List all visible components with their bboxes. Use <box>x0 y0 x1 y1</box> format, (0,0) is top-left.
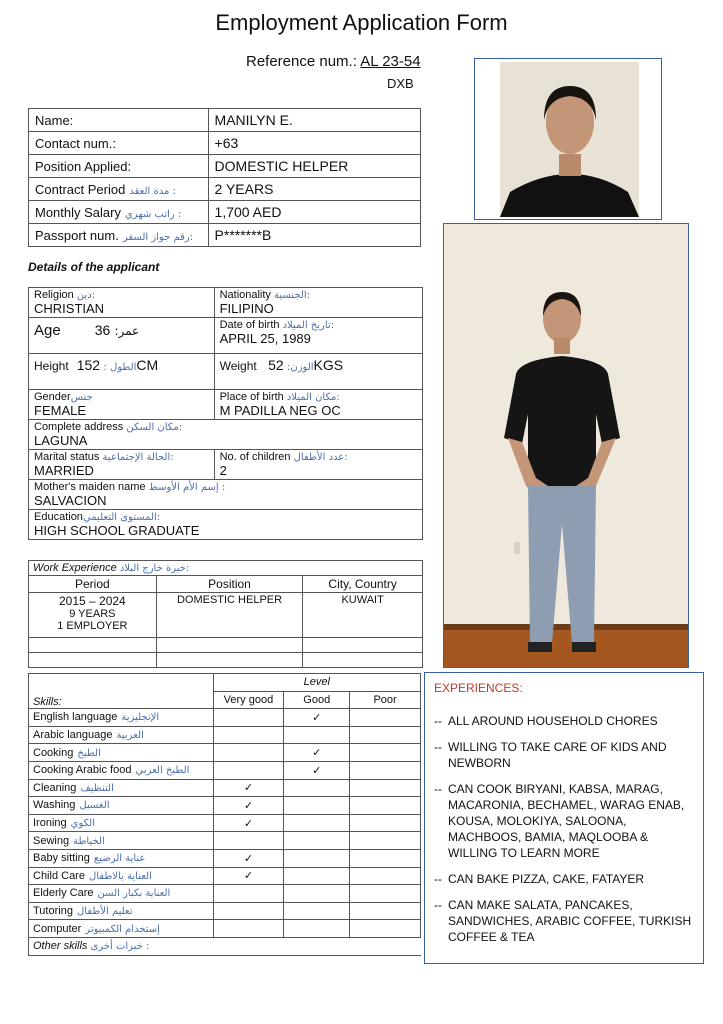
work-header-position: Position <box>156 576 303 593</box>
experiences-heading: EXPERIENCES: <box>434 681 523 695</box>
work-title: Work Experience <box>33 562 117 574</box>
skill-row <box>29 867 421 885</box>
skill-name: Sewing الخياطة <box>29 832 214 850</box>
skill-level-cell <box>350 709 421 727</box>
skill-level-cell <box>213 726 284 744</box>
work-experience-table: Work Experience خبرة خارج البلاد: Period Position City, Country 2015 – 2024 9 YEARS 1 EMPLOYER DOMESTIC HELPER KUWAIT <box>28 560 423 668</box>
skill-level-cell <box>350 849 421 867</box>
skill-level-cell <box>350 726 421 744</box>
info-value: MANILYN E. <box>208 109 420 132</box>
standing-figure-icon <box>444 224 689 668</box>
skill-level-cell <box>213 832 284 850</box>
address-value: LAGUNA <box>34 433 88 448</box>
age-cell: Age عمر: 36 <box>29 318 215 354</box>
table-row <box>29 224 421 247</box>
branch-code: DXB <box>387 76 414 91</box>
skill-name: Cooking Arabic food الطبخ العربي <box>29 761 214 779</box>
skill-level-cell <box>213 797 284 815</box>
skill-level-cell <box>213 920 284 938</box>
skill-level-cell <box>284 709 350 727</box>
list-item <box>434 781 694 861</box>
check-icon: ✓ <box>312 764 322 777</box>
skill-level-cell <box>284 779 350 797</box>
dob-cell: Date of birth تاريخ الميلاد: APRIL 25, 1989 <box>214 318 422 354</box>
mother-value: SALVACION <box>34 493 107 508</box>
children-value: 2 <box>219 463 227 478</box>
work-period: 2015 – 2024 9 YEARS 1 EMPLOYER <box>29 593 157 638</box>
skill-name: Child Care العناية بالاطفال <box>29 867 214 885</box>
table-row <box>29 155 421 178</box>
info-label: Passport num. رقم جواز السفر: <box>29 224 209 247</box>
skill-level-cell <box>284 867 350 885</box>
skill-name: Cleaning التنظيف <box>29 779 214 797</box>
skill-level-cell <box>284 920 350 938</box>
dob-value: APRIL 25, 1989 <box>219 331 311 346</box>
gender-value: FEMALE <box>34 403 87 418</box>
check-icon: ✓ <box>312 711 322 724</box>
work-location: KUWAIT <box>303 593 423 638</box>
age-value: 36 <box>94 322 111 338</box>
details-title: Details of the applicant <box>28 260 160 274</box>
work-position: DOMESTIC HELPER <box>156 593 303 638</box>
skill-row <box>29 779 421 797</box>
portrait-figure-icon <box>500 62 639 217</box>
skill-name: English language الإنجليزية <box>29 709 214 727</box>
skill-level-cell <box>284 744 350 762</box>
skill-level-cell <box>213 867 284 885</box>
check-icon: ✓ <box>243 782 254 795</box>
religion-cell: Religion دين: CHRISTIAN <box>29 288 215 318</box>
level-very-good: Very good <box>213 691 284 709</box>
skill-name: Baby sitting عناية الرضيع <box>29 849 214 867</box>
skill-level-cell <box>350 832 421 850</box>
skill-name: Elderly Care العناية بكبار السن <box>29 885 214 903</box>
experiences-box <box>424 672 704 964</box>
list-item <box>434 713 694 729</box>
skill-row <box>29 832 421 850</box>
other-skills-row: Other skills خبرات أخرى : <box>29 937 421 955</box>
experience-text: WILLING TO TAKE CARE OF KIDS AND NEWBORN <box>448 740 667 770</box>
skill-level-cell <box>284 902 350 920</box>
list-item <box>434 871 694 887</box>
marital-value: MARRIED <box>34 463 94 478</box>
skill-level-cell <box>350 779 421 797</box>
level-poor: Poor <box>350 691 421 709</box>
skill-row <box>29 761 421 779</box>
skill-level-cell <box>350 920 421 938</box>
work-header-location: City, Country <box>303 576 423 593</box>
skill-name: Arabic language العربية <box>29 726 214 744</box>
table-row <box>29 593 423 638</box>
skill-level-cell <box>213 814 284 832</box>
skill-name: Ironing الكوي <box>29 814 214 832</box>
skill-level-cell <box>284 797 350 815</box>
dash-bullet: -- <box>434 872 442 886</box>
applicant-info-table <box>28 108 421 247</box>
skill-level-cell <box>284 726 350 744</box>
dash-bullet: -- <box>434 782 442 796</box>
details-table <box>28 287 423 540</box>
info-label: Monthly Salary راتب شهري : <box>29 201 209 224</box>
reference-value: AL 23-54 <box>360 53 421 70</box>
skill-level-cell <box>213 709 284 727</box>
level-good: Good <box>284 691 350 709</box>
page-title: Employment Application Form <box>215 10 508 35</box>
dash-bullet: -- <box>434 714 442 728</box>
skill-level-cell <box>213 744 284 762</box>
education-value: HIGH SCHOOL GRADUATE <box>34 523 200 538</box>
check-icon: ✓ <box>243 852 254 865</box>
reference-number <box>246 53 421 70</box>
skills-label: Skills: <box>33 696 62 709</box>
full-body-photo <box>443 223 689 668</box>
skill-level-cell <box>213 902 284 920</box>
check-icon: ✓ <box>243 799 254 812</box>
nationality-value: FILIPINO <box>219 301 274 316</box>
experience-text: CAN MAKE SALATA, PANCAKES, SANDWICHES, ARABIC COFFEE, TURKISH COFFEE & TEA <box>448 898 692 944</box>
skill-row <box>29 814 421 832</box>
level-label: Level <box>303 676 330 689</box>
pob-value: M PADILLA NEG OC <box>219 403 341 418</box>
education-cell: Educationالمستوى التعليمي: HIGH SCHOOL GRADUATE <box>29 510 423 540</box>
table-row <box>29 201 421 224</box>
table-row <box>29 178 421 201</box>
mother-cell: Mother's maiden name إسم الأم الأوسط : SALVACION <box>29 480 423 510</box>
skill-name: Computer إستخدام الكمبيوتر <box>29 920 214 938</box>
other-skills-label: Other skills <box>33 940 88 953</box>
address-cell: Complete address مكان السكن: LAGUNA <box>29 420 423 450</box>
skill-level-cell <box>350 744 421 762</box>
weight-value: 52KGS <box>268 357 344 373</box>
skill-row <box>29 885 421 903</box>
table-row <box>29 109 421 132</box>
skill-level-cell <box>213 779 284 797</box>
skill-name: Tutoring تعليم الأطفال <box>29 902 214 920</box>
check-icon: ✓ <box>243 817 254 830</box>
skill-row <box>29 709 421 727</box>
skill-level-cell <box>350 814 421 832</box>
list-item <box>434 897 694 945</box>
experience-text: ALL AROUND HOUSEHOLD CHORES <box>448 714 658 728</box>
skill-level-cell <box>284 849 350 867</box>
skill-level-cell <box>284 885 350 903</box>
skill-row <box>29 726 421 744</box>
work-header-period: Period <box>29 576 157 593</box>
skill-row <box>29 849 421 867</box>
check-icon: ✓ <box>312 747 322 760</box>
height-cell: Height الطول : 152CM <box>29 354 215 390</box>
dash-bullet: -- <box>434 898 442 912</box>
info-value: +63 <box>208 132 420 155</box>
marital-cell: Marital status الحالة الإجتماعية: MARRIED <box>29 450 215 480</box>
skill-level-cell <box>284 761 350 779</box>
skill-level-cell <box>213 849 284 867</box>
skill-row <box>29 920 421 938</box>
skill-level-cell <box>213 885 284 903</box>
skill-level-cell <box>350 867 421 885</box>
skill-name: Cooking الطبخ <box>29 744 214 762</box>
skill-level-cell <box>350 797 421 815</box>
skill-name: Washing الغسيل <box>29 797 214 815</box>
height-value: 152CM <box>76 357 159 373</box>
skill-row <box>29 902 421 920</box>
skill-level-cell <box>284 814 350 832</box>
children-cell: No. of children عدد الأطفال: 2 <box>214 450 422 480</box>
skill-level-cell <box>350 902 421 920</box>
info-value: P*******B <box>208 224 420 247</box>
reference-label: Reference num.: <box>246 53 357 70</box>
skill-row <box>29 797 421 815</box>
portrait-photo <box>474 58 662 220</box>
nationality-cell: Nationality الجنسية: FILIPINO <box>214 288 422 318</box>
skill-level-cell <box>284 832 350 850</box>
weight-cell: Weight الوزن: 52KGS <box>214 354 422 390</box>
skill-level-cell <box>350 761 421 779</box>
skills-table <box>28 673 421 956</box>
experience-text: CAN BAKE PIZZA, CAKE, FATAYER <box>448 872 645 886</box>
info-value: 2 YEARS <box>208 178 420 201</box>
info-value: 1,700 AED <box>208 201 420 224</box>
list-item <box>434 739 694 771</box>
info-label: Contact num.: <box>29 132 209 155</box>
info-value: DOMESTIC HELPER <box>208 155 420 178</box>
pob-cell: Place of birth مكان الميلاد: M PADILLA NEG OC <box>214 390 422 420</box>
info-label: Position Applied: <box>29 155 209 178</box>
table-row <box>29 132 421 155</box>
gender-cell: Genderجنس FEMALE <box>29 390 215 420</box>
skill-row <box>29 744 421 762</box>
info-label: Name: <box>29 109 209 132</box>
experience-text: CAN COOK BIRYANI, KABSA, MARAG, MACARONIA, BECHAMEL, WARAG ENAB, KOUSA, MOLOKIYA, SALOONA, MACHBOOS, BAMIA, MAQLOOBA & WILLING TO LEARN MORE <box>448 782 685 860</box>
skill-level-cell <box>213 761 284 779</box>
skill-level-cell <box>350 885 421 903</box>
religion-value: CHRISTIAN <box>34 301 105 316</box>
dash-bullet: -- <box>434 740 442 754</box>
check-icon: ✓ <box>243 870 254 883</box>
info-label: Contract Period مدة العقد : <box>29 178 209 201</box>
